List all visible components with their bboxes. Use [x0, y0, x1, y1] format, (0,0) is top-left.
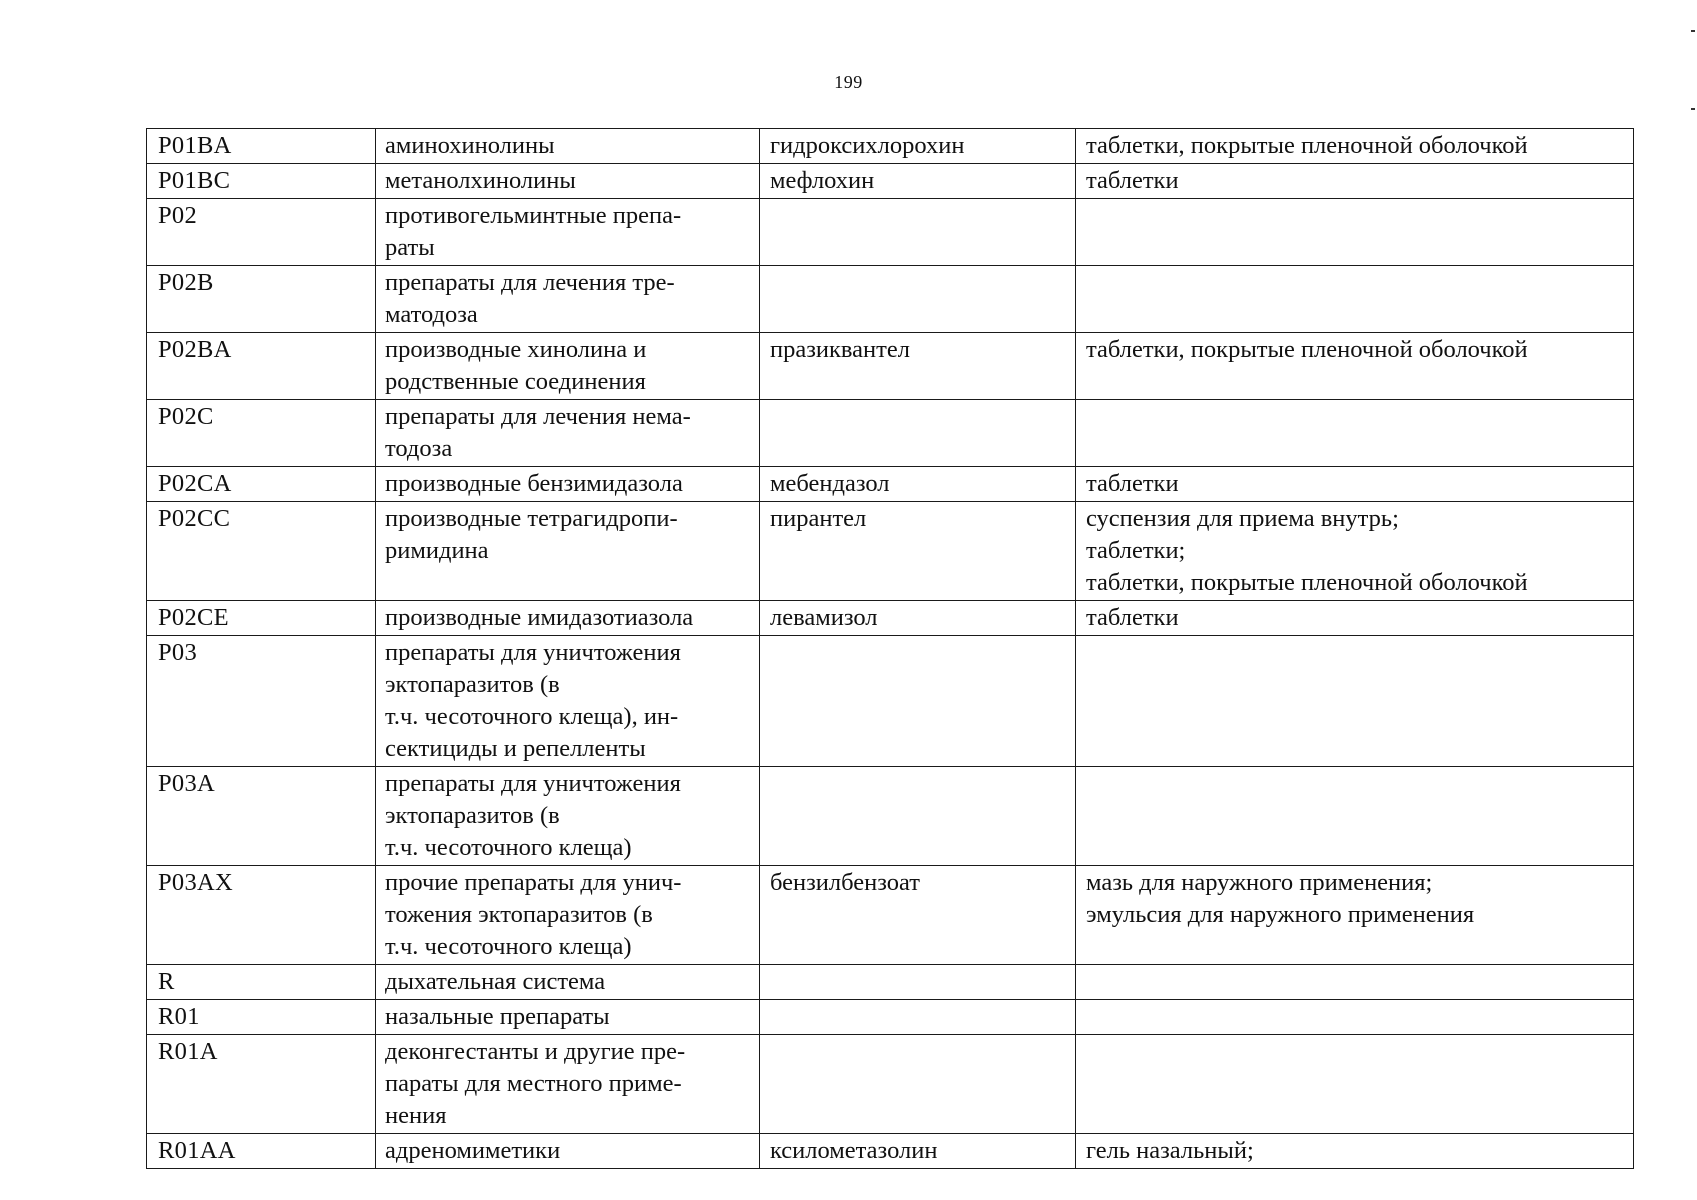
- group-cell: [376, 129, 760, 164]
- drug-name-cell: мефлохин: [760, 164, 1076, 199]
- group-line: тодоза: [385, 435, 453, 462]
- group-cell: [376, 601, 760, 636]
- table-row: [147, 199, 1634, 266]
- group-line: аминохинолины: [385, 132, 555, 159]
- dosage-form-line: гель назальный;: [1086, 1137, 1254, 1164]
- table-row: [147, 1035, 1634, 1134]
- drug-name-cell: [760, 199, 1076, 266]
- group-cell: [376, 266, 760, 333]
- group-line: производные тетрагидропи-: [385, 505, 678, 532]
- scan-edge-marks: [1691, 20, 1695, 120]
- atc-code-cell: P02CC: [147, 502, 376, 601]
- drug-name-cell: [760, 400, 1076, 467]
- table-row: [147, 502, 1634, 601]
- table-row: [147, 333, 1634, 400]
- dosage-form-cell: [1076, 400, 1634, 467]
- group-line: метанолхинолины: [385, 167, 576, 194]
- group-line: родственные соединения: [385, 368, 646, 395]
- atc-code-cell: P02C: [147, 400, 376, 467]
- group-cell: [376, 1035, 760, 1134]
- table-row: [147, 866, 1634, 965]
- dosage-form-cell: [1076, 1134, 1634, 1169]
- dosage-form-line: таблетки;: [1086, 537, 1186, 564]
- dosage-form-cell: [1076, 164, 1634, 199]
- group-line: эктопаразитов (в: [385, 671, 560, 698]
- dosage-form-cell: [1076, 467, 1634, 502]
- atc-code-cell: P02B: [147, 266, 376, 333]
- group-cell: [376, 965, 760, 1000]
- dosage-form-line: таблетки: [1086, 167, 1179, 194]
- group-line: производные имидазотиазола: [385, 604, 694, 631]
- atc-code-cell: P03AX: [147, 866, 376, 965]
- drug-name-cell: ксилометазолин: [760, 1134, 1076, 1169]
- atc-code-cell: P03: [147, 636, 376, 767]
- group-line: тожения эктопаразитов (в: [385, 901, 653, 928]
- dosage-form-cell: [1076, 502, 1634, 601]
- group-cell: [376, 502, 760, 601]
- dosage-form-cell: [1076, 1000, 1634, 1035]
- dosage-form-line: таблетки: [1086, 470, 1179, 497]
- dosage-form-cell: [1076, 965, 1634, 1000]
- table-row: [147, 400, 1634, 467]
- group-line: параты для местного приме-: [385, 1070, 682, 1097]
- drug-name-cell: пирантел: [760, 502, 1076, 601]
- group-line: сектициды и репелленты: [385, 735, 646, 762]
- atc-code-cell: R01: [147, 1000, 376, 1035]
- table-row: [147, 965, 1634, 1000]
- page-number: 199: [834, 72, 863, 92]
- group-cell: [376, 467, 760, 502]
- group-cell: [376, 866, 760, 965]
- dosage-form-line: мазь для наружного применения;: [1086, 869, 1433, 896]
- table-row: [147, 1134, 1634, 1169]
- group-line: производные бензимидазола: [385, 470, 683, 497]
- drug-name-cell: гидроксихлорохин: [760, 129, 1076, 164]
- drug-name-cell: левамизол: [760, 601, 1076, 636]
- group-line: раты: [385, 234, 435, 261]
- group-line: дыхательная система: [385, 968, 606, 995]
- dosage-form-line: таблетки: [1086, 604, 1179, 631]
- table-row: [147, 467, 1634, 502]
- atc-code-cell: P01BA: [147, 129, 376, 164]
- group-cell: [376, 767, 760, 866]
- dosage-form-cell: [1076, 767, 1634, 866]
- medication-table: [146, 128, 1634, 1169]
- atc-code-cell: R: [147, 965, 376, 1000]
- group-line: деконгестанты и другие пре-: [385, 1038, 686, 1065]
- dosage-form-cell: [1076, 129, 1634, 164]
- group-cell: [376, 164, 760, 199]
- dosage-form-line: эмульсия для наружного применения: [1086, 901, 1475, 928]
- group-line: препараты для лечения нема-: [385, 403, 691, 430]
- group-line: т.ч. чесоточного клеща): [385, 933, 632, 960]
- group-line: т.ч. чесоточного клеща): [385, 834, 632, 861]
- group-cell: [376, 636, 760, 767]
- group-line: препараты для уничтожения: [385, 639, 681, 666]
- table-row: [147, 1000, 1634, 1035]
- drug-name-cell: [760, 636, 1076, 767]
- atc-code-cell: P03A: [147, 767, 376, 866]
- atc-code-cell: P02CA: [147, 467, 376, 502]
- dosage-form-cell: [1076, 866, 1634, 965]
- table-row: [147, 266, 1634, 333]
- group-cell: [376, 1134, 760, 1169]
- group-line: нения: [385, 1102, 447, 1129]
- group-line: т.ч. чесоточного клеща), ин-: [385, 703, 679, 730]
- table-row: [147, 636, 1634, 767]
- drug-name-cell: бензилбензоат: [760, 866, 1076, 965]
- drug-name-cell: празиквантел: [760, 333, 1076, 400]
- group-line: препараты для уничтожения: [385, 770, 681, 797]
- group-line: матодоза: [385, 301, 478, 328]
- drug-name-cell: [760, 767, 1076, 866]
- group-cell: [376, 333, 760, 400]
- table-row: [147, 767, 1634, 866]
- dosage-form-line: таблетки, покрытые пленочной оболочкой: [1086, 132, 1528, 159]
- dosage-form-cell: [1076, 601, 1634, 636]
- dosage-form-cell: [1076, 1035, 1634, 1134]
- table-body: [147, 129, 1634, 1169]
- dosage-form-cell: [1076, 636, 1634, 767]
- drug-name-cell: [760, 1000, 1076, 1035]
- group-line: эктопаразитов (в: [385, 802, 560, 829]
- atc-code-cell: P02: [147, 199, 376, 266]
- group-cell: [376, 400, 760, 467]
- group-line: препараты для лечения тре-: [385, 269, 675, 296]
- drug-name-cell: [760, 965, 1076, 1000]
- group-line: противогельминтные препа-: [385, 202, 682, 229]
- group-line: назальные препараты: [385, 1003, 610, 1030]
- atc-code-cell: P02BA: [147, 333, 376, 400]
- drug-name-cell: [760, 266, 1076, 333]
- atc-code-cell: P01BC: [147, 164, 376, 199]
- atc-code-cell: R01A: [147, 1035, 376, 1134]
- dosage-form-line: таблетки, покрытые пленочной оболочкой: [1086, 569, 1528, 596]
- atc-code-cell: P02CE: [147, 601, 376, 636]
- dosage-form-cell: [1076, 333, 1634, 400]
- group-cell: [376, 1000, 760, 1035]
- table-row: [147, 129, 1634, 164]
- drug-name-cell: [760, 1035, 1076, 1134]
- drug-name-cell: мебендазол: [760, 467, 1076, 502]
- atc-code-cell: R01AA: [147, 1134, 376, 1169]
- dosage-form-line: таблетки, покрытые пленочной оболочкой: [1086, 336, 1528, 363]
- group-line: прочие препараты для унич-: [385, 869, 682, 896]
- table-row: [147, 164, 1634, 199]
- dosage-form-cell: [1076, 266, 1634, 333]
- group-line: римидина: [385, 537, 489, 564]
- group-line: производные хинолина и: [385, 336, 647, 363]
- dosage-form-line: суспензия для приема внутрь;: [1086, 505, 1399, 532]
- table-row: [147, 601, 1634, 636]
- group-line: адреномиметики: [385, 1137, 561, 1164]
- dosage-form-cell: [1076, 199, 1634, 266]
- group-cell: [376, 199, 760, 266]
